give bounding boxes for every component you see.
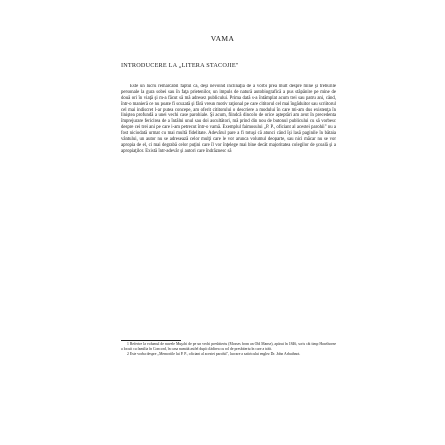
footnote: 2 Este vorba despre „Memoriile lui P. P., oficiant al acestei parohii", lucrare a satiricului englez Dr. John Arbuthnot. — [127, 352, 301, 357]
body-text — [121, 84, 336, 336]
running-head: VAMA — [210, 34, 235, 43]
paragraph: Este un lucru remarcabil faptul că, deşi nevoind înclinaţia de a vorbi prea mult despre mine şi treburile personale la gura sobei sau în faţa prietenilor, un impuls de natură autobiografică a pus stăpânire pe mine de două ori în viaţă şi m-a făcut să mă adresez publicului. Prima dată s-a întâmplat acum trei sau patru ani, când, într-o manieră ce nu poate fi scuzată şi fără vreun motiv raţional pe care cititorul cel mai îngăduitor sau scriitorul cel mai indiscret l-ar putea concepe, am oferit cititorului o descriere a modului în care mi-am dus existenţa în liniştea profundă a unei vechi case parohiale. Şi acum, fiindcă dincolo de orice aşteptări am avut în precedenta împrejurare fericirea de a întâlni unul sau doi ascultători, mă prind din nou de butonul publicului cu să vorbesc despre cei trei ani pe care i-am petrecut într-o vamă. Exemplul faimosului „P. P., oficiant al acestei parohii" nu a fost niciodată urmat cu mai multă fidelitate. Adevărul pare a fi totuşi că atunci când îşi lasă paginile în bătaia vântului, un autor nu se adresează celor mulţi care le vor arunca volumul deoparte, sau nici măcar nu se vor apropia de el, ci mai degrabă celor puţini care îl vor înţelege mai bine decât majoritatea colegilor de şcoală şi a apropiaţilor. Există într-adevăr şi autori care îndrăznesc să — [121, 84, 336, 154]
footnotes — [121, 342, 336, 358]
footnote-separator — [121, 340, 181, 341]
chapter-title: INTRODUCERE LA „LITERA STACOJIE" — [121, 62, 239, 69]
footnote: 1 Referire la volumul de nuvele Muşchi de pe un vechi presbiteriu (Mosses from an Old Manse), apărut în 1846, scris cât timp Hawthorne a locuit cu familia în Concord, în casa numită astfel după clădirea cu rol de presbiteriu în care a trăit. — [121, 342, 336, 351]
